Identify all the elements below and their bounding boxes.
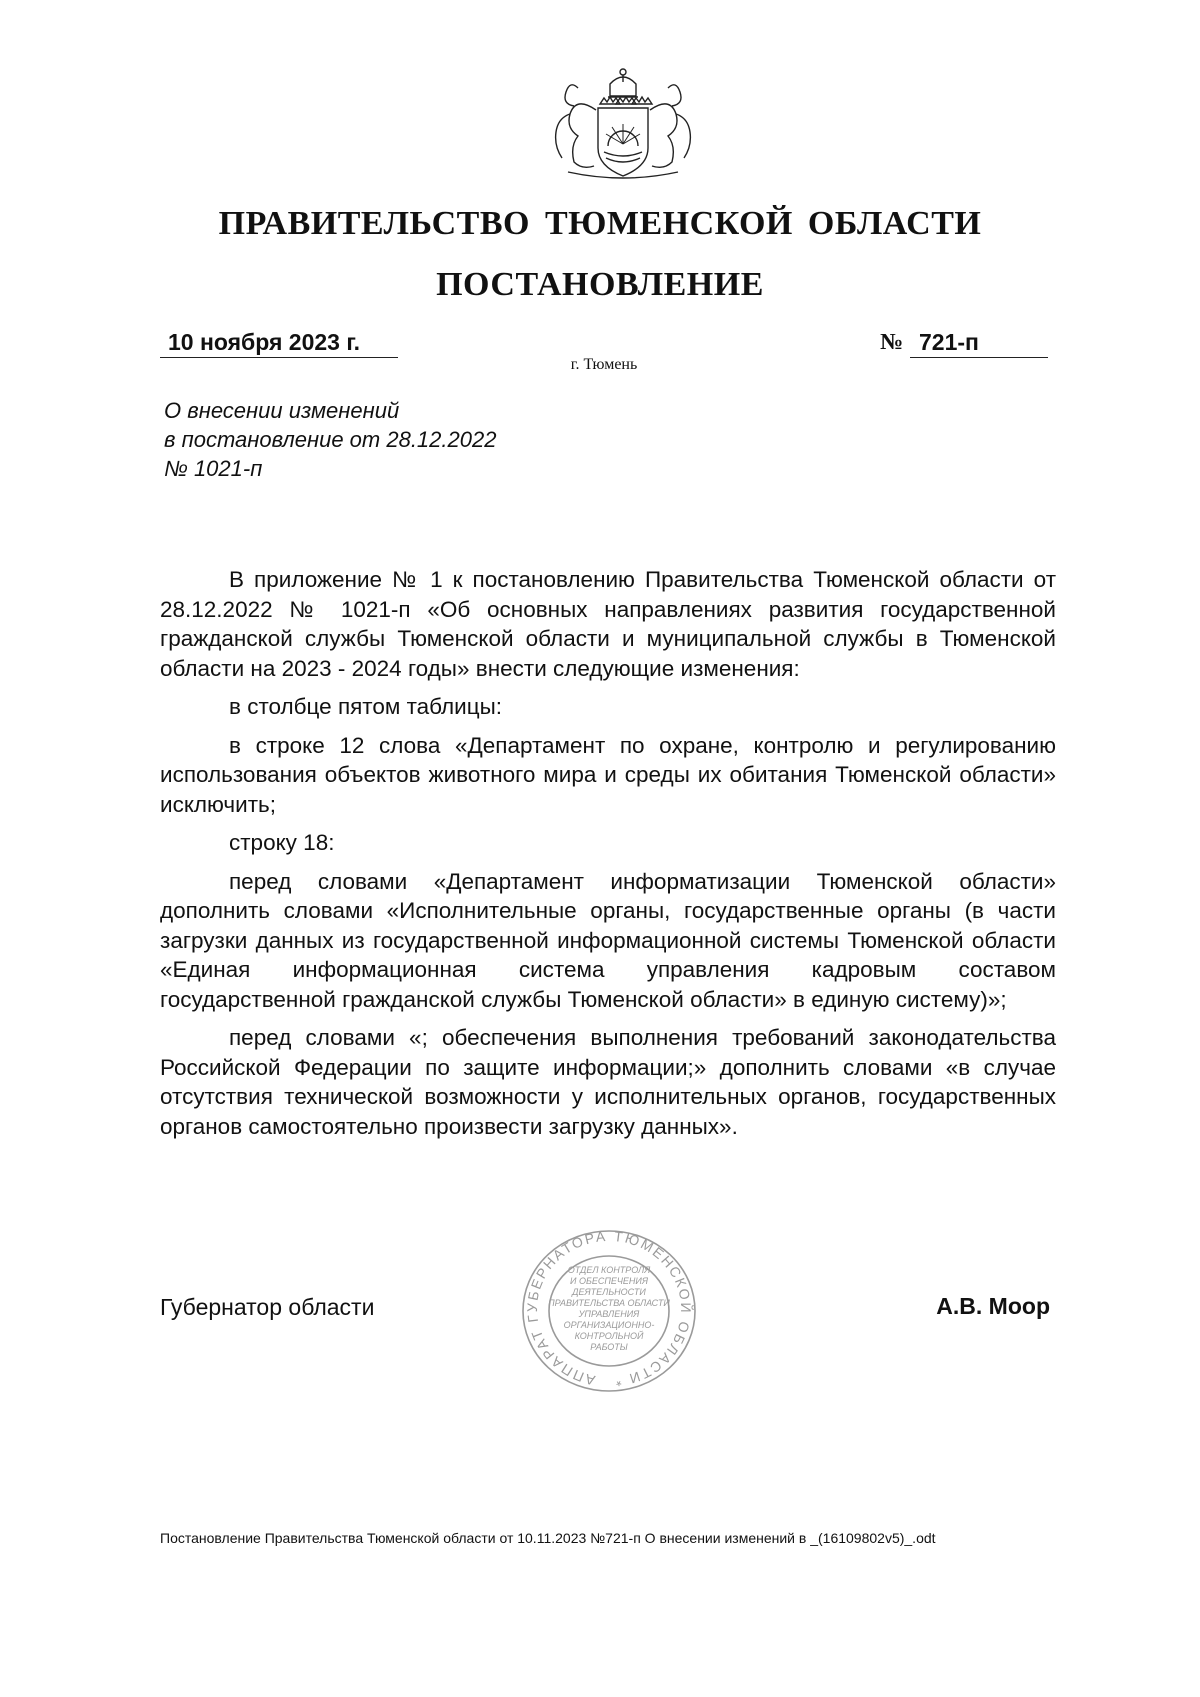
signer-name: А.В. Моор <box>936 1293 1050 1319</box>
document-body <box>160 565 1056 1150</box>
body-paragraph: перед словами «; обеспечения выполнения требований законодательства Российской Федерации по защите информации;» дополнить словами «в случае отсутствия технической возможности у исполнительных органов, государственных органов самостоятельно произвести загрузку данных». <box>160 1025 1056 1139</box>
document-number: 721-п <box>910 328 1048 358</box>
page-footer: Постановление Правительства Тюменской области от 10.11.2023 №721-п О внесении изменений в _(16109802v5)_.odt <box>160 1530 936 1546</box>
body-paragraph: перед словами «Департамент информатизации Тюменской области» дополнить словами «Исполнительные органы, государственные органы (в части загрузки данных из государственной информационной системы Тюменской области «Единая информационная система управления кадровым составом государственной гражданской службы Тюменской области» в единую систему)»; <box>160 868 1056 1012</box>
subject-line: О внесении изменений <box>164 398 400 423</box>
government-title: ПРАВИТЕЛЬСТВО ТЮМЕНСКОЙ ОБЛАСТИ <box>218 205 982 242</box>
city: г. Тюмень <box>570 356 638 373</box>
body-paragraph: строку 18: <box>229 830 335 855</box>
document-type: ПОСТАНОВЛЕНИЕ <box>436 266 764 303</box>
body-paragraph: в строке 12 слова «Департамент по охране, контролю и регулированию использования объектов животного мира и среды их обитания Тюменской области» исключить; <box>160 732 1056 817</box>
svg-text:ПРАВИТЕЛЬСТВА ОБЛАСТИ: ПРАВИТЕЛЬСТВА ОБЛАСТИ <box>548 1298 670 1308</box>
body-paragraph: В приложение № 1 к постановлению Правительства Тюменской области от 28.12.2022 № 1021-п «Об основных направлениях развития государственной гражданской службы Тюменской области и муниципальной службы в Тюменской области на 2023 - 2024 годы» внести следующие изменения: <box>160 567 1056 681</box>
subject-line: № 1021-п <box>164 456 263 481</box>
svg-text:ОТДЕЛ КОНТРОЛЯ: ОТДЕЛ КОНТРОЛЯ <box>567 1265 651 1275</box>
svg-text:АППАРАТ ГУБЕРНАТОРА ТЮМЕНСКОЙ: АППАРАТ ГУБЕРНАТОРА ТЮМЕНСКОЙ ОБЛАСТИ * <box>523 1227 695 1390</box>
svg-text:РАБОТЫ: РАБОТЫ <box>590 1342 628 1352</box>
coat-of-arms-icon <box>548 66 698 184</box>
document-subject <box>164 396 496 483</box>
body-paragraph: в столбце пятом таблицы: <box>229 694 503 719</box>
svg-text:ОРГАНИЗАЦИОННО-: ОРГАНИЗАЦИОННО- <box>563 1320 655 1330</box>
signer-title: Губернатор области <box>160 1294 375 1320</box>
svg-text:ДЕЯТЕЛЬНОСТИ: ДЕЯТЕЛЬНОСТИ <box>572 1287 646 1297</box>
svg-text:И ОБЕСПЕЧЕНИЯ: И ОБЕСПЕЧЕНИЯ <box>570 1276 648 1286</box>
subject-line: в постановление от 28.12.2022 <box>164 427 497 452</box>
document-date: 10 ноября 2023 г. <box>160 328 398 358</box>
svg-text:УПРАВЛЕНИЯ: УПРАВЛЕНИЯ <box>578 1309 640 1319</box>
number-sign: № <box>880 329 904 354</box>
svg-text:КОНТРОЛЬНОЙ: КОНТРОЛЬНОЙ <box>574 1331 644 1341</box>
official-stamp-icon <box>518 1226 700 1396</box>
